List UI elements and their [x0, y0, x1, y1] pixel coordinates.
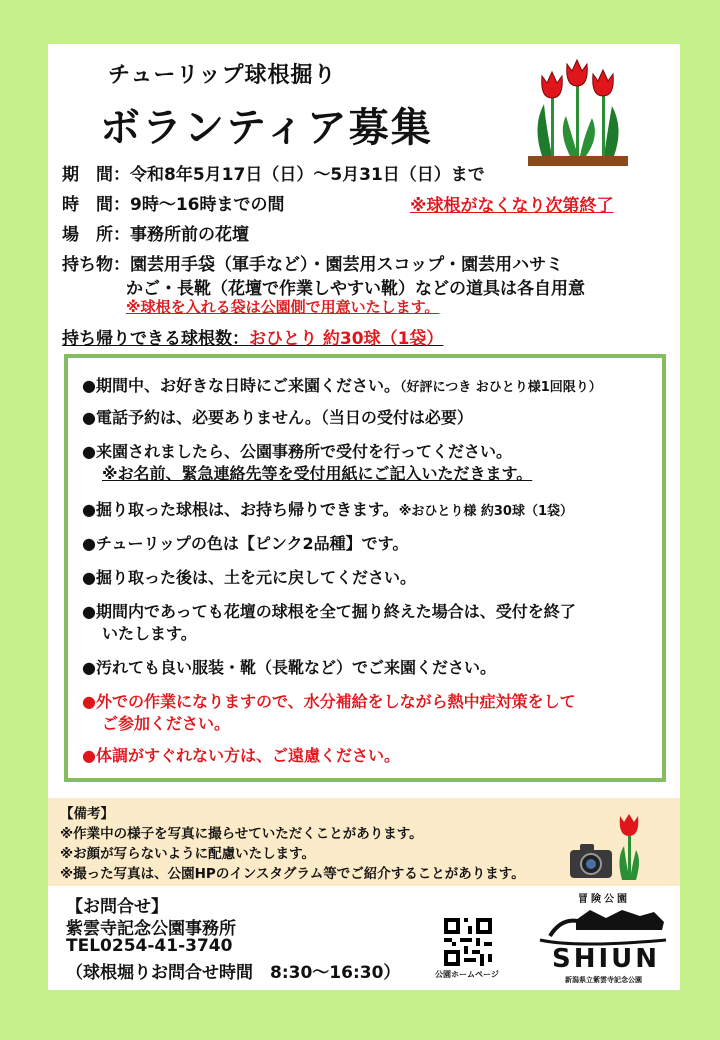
flyer-subtitle: チューリップ球根掘り — [108, 63, 337, 88]
qr-label: 公園ホームページ — [435, 970, 499, 979]
bag-notice: ※球根を入れる袋は公園側で用意いたします。 — [126, 298, 440, 316]
event-place: 場 所：事務所前の花壇 — [62, 225, 249, 245]
contact-hours: （球根堀りお問合せ時間 8:30～16:30） — [66, 963, 401, 983]
remarks-line: ※撮った写真は、公園HPのインスタグラム等でご紹介することがあります。 — [60, 866, 525, 882]
takeaway-count — [62, 324, 443, 349]
remarks-heading: 【備考】 — [60, 806, 114, 822]
park-logo-icon — [536, 906, 670, 948]
rule-item: ●掘り取った球根は、お持ち帰りできます。※おひとり様 約30球（1袋） — [82, 500, 573, 519]
rules-box — [64, 354, 666, 782]
contact-office: 紫雲寺記念公園事務所 — [66, 919, 236, 939]
tulip-icon — [614, 812, 644, 882]
logo-top-text: 冒険公園 — [578, 894, 630, 905]
event-time: 時 間：9時～16時までの間 — [62, 195, 285, 215]
contact-heading: 【お問合せ】 — [66, 897, 168, 917]
flyer-title: ボランティア募集 — [100, 105, 433, 151]
rule-item: ●期間中、お好きな日時にご来園ください。（好評につき おひとり様1回限り） — [82, 376, 602, 395]
rule-item-warning: ●外での作業になりますので、水分補給をしながら熱中症対策をして — [82, 692, 576, 711]
takeaway-value: おひとり 約30球（1袋） — [249, 329, 444, 349]
rule-item: ●電話予約は、必要ありません。（当日の受付は必要） — [82, 408, 473, 427]
rule-item: ※お名前、緊急連絡先等を受付用紙にご記入いただきます。 — [102, 464, 533, 483]
contact-tel: TEL0254-41-3740 — [66, 936, 233, 956]
rule-item: ●汚れても良い服装・靴（長靴など）でご来園ください。 — [82, 658, 496, 677]
items-line-2: かご・長靴（花壇で作業しやすい靴）などの道具は各自用意 — [126, 279, 585, 299]
rule-item: ●期間内であっても花壇の球根を全て掘り終えた場合は、受付を終了 — [82, 602, 576, 621]
rule-item: ●掘り取った後は、土を元に戻してください。 — [82, 568, 416, 587]
rule-item-warning: ご参加ください。 — [102, 714, 231, 733]
qr-code[interactable] — [444, 918, 492, 966]
camera-icon — [568, 840, 614, 880]
rule-item: いたします。 — [102, 624, 197, 643]
rule-item: ●来園されましたら、公園事務所で受付を行ってください。 — [82, 442, 512, 461]
rule-item-warning: ●体調がすぐれない方は、ご遠慮ください。 — [82, 746, 400, 765]
end-notice: ※球根がなくなり次第終了 — [410, 196, 614, 216]
rule-item: ●チューリップの色は【ピンク2品種】です。 — [82, 534, 409, 553]
event-period: 期 間：令和8年5月17日（日）～5月31日（日）まで — [62, 165, 485, 185]
remarks-line: ※お顔が写らないように配慮いたします。 — [60, 846, 316, 862]
items-line-1: 持ち物：園芸用手袋（軍手など）・園芸用スコップ・園芸用ハサミ — [62, 255, 564, 275]
logo-sub-text: 新潟県立紫雲寺記念公園 — [565, 976, 642, 984]
tulip-planter-illustration — [522, 56, 634, 172]
takeaway-label: 持ち帰りできる球根数： — [62, 329, 249, 349]
logo-main-text: SHIUN — [552, 944, 661, 974]
remarks-line: ※作業中の様子を写真に撮らせていただくことがあります。 — [60, 826, 423, 842]
